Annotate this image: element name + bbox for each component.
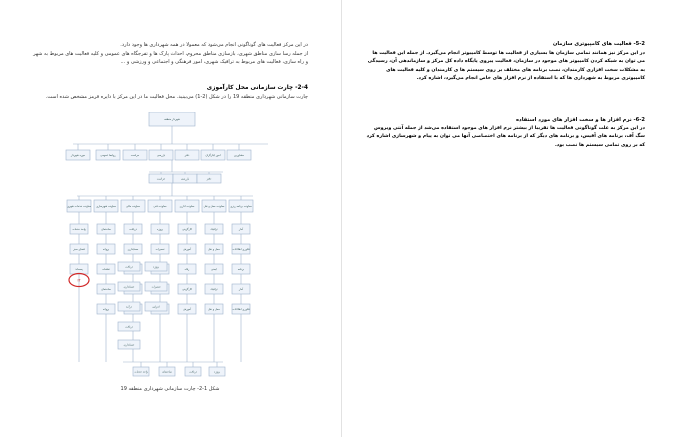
highlight-label: IT bbox=[77, 278, 81, 283]
org-subunit-box-label: حمل و نقل bbox=[208, 308, 220, 312]
org-subunit-box-label: فضای سبز bbox=[73, 248, 85, 252]
org-level2b-box-label: حراست bbox=[156, 177, 166, 181]
org-subunit-box-label: حسابداری bbox=[127, 248, 139, 252]
org-subunit-box-label: پسماند bbox=[75, 268, 83, 272]
left-page bbox=[0, 8, 335, 437]
org-subunit-box-label: فناوری اطلاعات bbox=[232, 308, 250, 312]
right-heading-1: 5-2- فعالیت های کامپیوتری سازمان bbox=[552, 41, 645, 47]
org-bottom-box-label: پروژه bbox=[213, 370, 221, 374]
right-heading-2: 6-2- نرم افزار ها و سخت افزار های مورد استفاده bbox=[515, 117, 645, 123]
org-subunit-box-label: ترافیک bbox=[210, 288, 218, 292]
org-subunit-box-label: رفاه bbox=[184, 268, 190, 272]
org-root-label: شهردار منطقه bbox=[164, 118, 180, 122]
org-level3-box-label: معاونت خدمات شهری bbox=[66, 205, 92, 209]
org-extra-box-label: درآمد bbox=[126, 305, 132, 309]
org-level2-box-label: حراست bbox=[130, 154, 140, 158]
page-divider bbox=[341, 0, 342, 437]
org-subunit-box-label: فناوری اطلاعات bbox=[232, 248, 250, 252]
org-level2-box-label: بازرسی bbox=[156, 154, 166, 158]
org-extra-box-label: اجرایی bbox=[152, 305, 160, 309]
org-level2-box-label: دفتر bbox=[184, 154, 190, 158]
org-bottom-box-label: دریافت bbox=[189, 370, 197, 374]
figure-caption: شکل 1-2- چارت سازمانی شهرداری منطقه 19 bbox=[120, 386, 220, 392]
org-subunit-box-label: کارگزینی bbox=[182, 228, 192, 232]
org-subunit-box-label: آموزش bbox=[183, 248, 191, 252]
right-page bbox=[345, 8, 680, 437]
left-paragraph-2: از جمله رسا سازی مناطق شهری، بازسازی مناطق محروم، احداث پارک ها و تفرجگاه های عمومی و کلیه فعالیت های مربوط به شهر و راه سازی، فعالیت های مربوط به ترافیک شهری، امور فرهنگی و اجتماعی و ورزشی و ... bbox=[33, 51, 308, 65]
org-subunit-box-label: پروژه bbox=[156, 228, 164, 232]
org-level2-box-label: روابط عمومی bbox=[100, 154, 116, 158]
org-level2b-box-label: دفتر bbox=[206, 177, 212, 181]
org-extra-box-label: حسابداری bbox=[123, 343, 135, 347]
org-subunit-box-label: حمل و نقل bbox=[208, 248, 220, 252]
org-subunit-box-label: ترافیک bbox=[210, 228, 218, 232]
org-level3-box-label: معاونت اداری bbox=[179, 205, 195, 209]
org-level2b-box-label: بازرسی bbox=[180, 177, 190, 181]
org-chart-svg bbox=[63, 112, 281, 382]
org-extra-box-label: حسابداری bbox=[123, 285, 135, 289]
org-subunit-box-label: آمار bbox=[238, 288, 244, 292]
left-paragraph-1: در این مرکز فعالیت های گوناگونی انجام می‌شود که معمولا در همه شهرداری ها وجود دارد. bbox=[120, 42, 308, 48]
org-subunit-box-label: آمار bbox=[238, 228, 244, 232]
org-subunit-box-label: پروانه bbox=[102, 308, 110, 312]
org-bottom-box-label: ساختمان bbox=[162, 370, 172, 374]
section-heading: 2-4- چارت سازمانی محل کارآموزی bbox=[206, 85, 308, 91]
org-subunit-box-label: کارگزینی bbox=[182, 288, 192, 292]
org-level3-box-label: معاونت شهرسازی bbox=[96, 205, 116, 209]
org-subunit-box-label: آموزش bbox=[183, 308, 191, 312]
org-extra-box-label: پروژه bbox=[152, 265, 160, 269]
org-subunit-box-label: پروانه bbox=[102, 248, 110, 252]
org-level3-box-label: معاونت برنامه ریزی bbox=[230, 205, 252, 209]
org-chart bbox=[63, 112, 281, 382]
org-extra-box-label: تعمیرات bbox=[151, 285, 161, 289]
org-subunit-box-label: دریافت bbox=[129, 228, 137, 232]
org-subunit-box-label: واحد خدمات bbox=[72, 228, 86, 232]
org-level2-box-label: حوزه شهردار bbox=[70, 154, 86, 158]
org-subunit-box-label: برنامه bbox=[237, 268, 245, 272]
org-level3-box-label: معاونت حمل و نقل bbox=[203, 205, 225, 209]
org-subunit-box-label: ایمنی bbox=[211, 268, 217, 272]
org-subunit-box-label: تخلفات bbox=[102, 268, 110, 272]
org-subunit-box-label: ساختمان bbox=[101, 228, 111, 232]
org-level3-box-label: معاونت مالی bbox=[126, 205, 140, 209]
org-level3-box-label: معاونت فنی bbox=[153, 205, 167, 209]
section-text: چارت سازمانی شهرداری منطقه 19 را در شکل (2-1) می‌بینید. محل فعالیت ما در این مرکز با دایره قرمز مشخص شده است. bbox=[45, 94, 308, 100]
org-extra-box-label: دریافت bbox=[125, 265, 133, 269]
org-subunit-box-label: ساختمان bbox=[101, 288, 111, 292]
right-paragraph-1: در این مرکز نیز همانند تمامی سازمان ها بسیاری از فعالیت ها توسط کامپیوتر انجام می‌گیرد. از جمله این فعالیت ها می توان به شبکه کردن کامپیوتر های موجود در سازمان، فعالیت پیروی پایگاه داده کل مرکز و سازماندهی آن، رسیدگی به مشکلات سخت افزاری کارمندان، نصب برنامه های مختلف بر روی سیستم ها ی کارمندان و کلیه فعالیت های کامپیوتری مربوط به شهرداری ها که با استفاده از نرم افزار های خاص انجام می‌گیرد، اشاره کرد. bbox=[367, 51, 645, 82]
org-extra-box-label: دریافت bbox=[125, 325, 133, 329]
org-bottom-box-label: واحد خدمات bbox=[134, 370, 148, 374]
right-paragraph-2: در این مرکز به علت گوناگونی فعالیت ها تقریبا از بیشتر نرم افزار های موجود استفاده می‌شد از جمله آنتی ویروس سگ آف، برنامه های آفیس، و برنامه های دیگر که از برنامه های اختصاصی آنها می توان به پیام و شهرسازی اشاره کرد که بر روی تمامی سیستم ها نصب بود. bbox=[366, 126, 645, 148]
org-level2-box-label: امور ایثارگران bbox=[205, 154, 221, 158]
org-level2-box-label: مشاورین bbox=[234, 154, 244, 158]
org-subunit-box-label: تعمیرات bbox=[155, 248, 165, 252]
